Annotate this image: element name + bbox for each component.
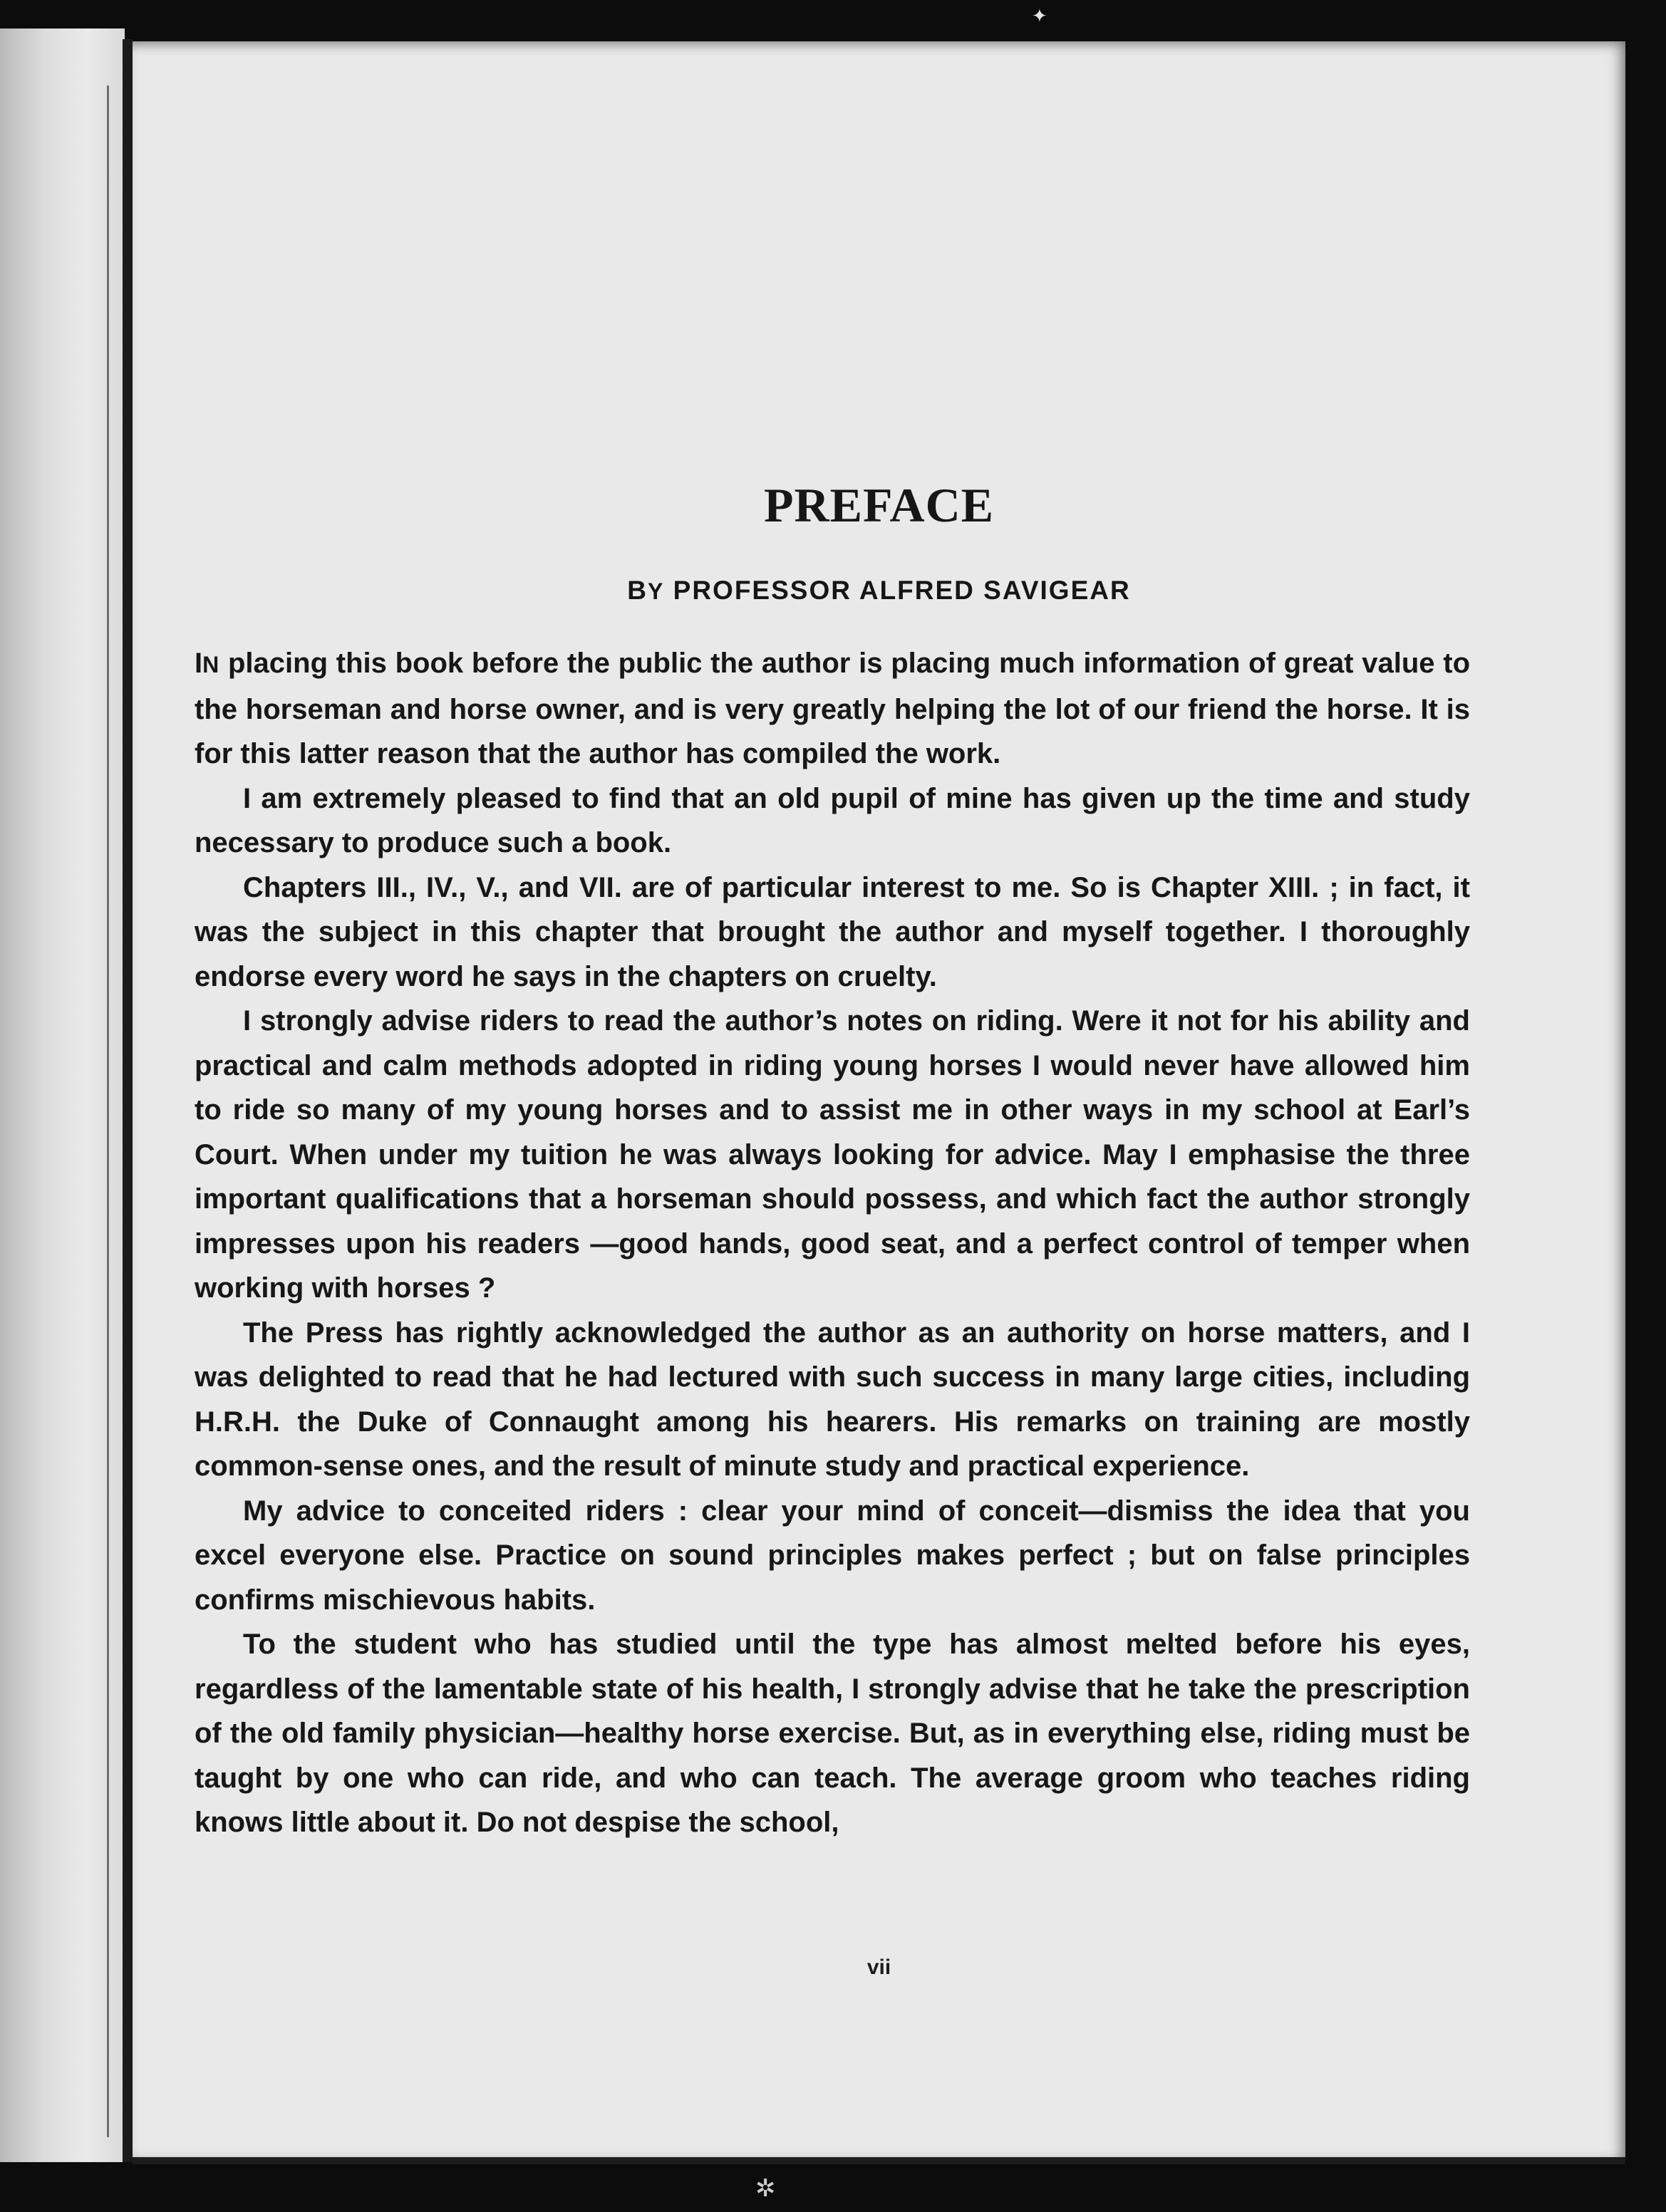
scan-speck-icon: ✦ [1032,6,1047,27]
paragraph: Chapters III., IV., V., and VII. are of particular interest to me. So is Chapter XIII. ; in fact, it was the subject in this chapter that brought the author and myself together. I thoroughly endorse every word he says in the chapters on cruelty. [195,871,1470,992]
lead-small-caps: N [202,652,220,677]
paragraph: I am extremely pleased to find that an old pupil of mine has given up the time and study necessary to produce such a book. [195,782,1470,858]
preface-body [195,641,1470,1845]
paragraph: I strongly advise riders to read the author’s notes on riding. Were it not for his ability and practical and calm methods adopted in riding young horses I would never have allowed him to ride so many of my young horses and to assist me in other ways in my school at Earl’s Court. When under my tuition he was always looking for advice. May I emphasise the three important qualifications that a horseman should possess, and which fact the author strongly impresses upon his readers —good hands, good seat, and a perfect control of temper when working with horses ? [195,1005,1470,1304]
paragraph: The Press has rightly acknowledged the author as an authority on horse matters, and I was delighted to read that he had lectured with such success in many large cities, including H.R.H. the Duke of Connaught among his hearers. His remarks on training are mostly common-sense ones, and the result of minute study and practical experience. [195,1317,1470,1482]
paragraph-text: placing this book before the public the author is placing much information of great value to the horseman and horse owner, and is very greatly helping the lot of our friend the horse. It is for this latter reason that the author has compiled the work. [195,648,1470,769]
byline [133,576,1625,606]
byline-author: PROFESSOR ALFRED SAVIGEAR [664,576,1131,605]
facing-page-edge [0,28,125,2162]
page-number: vii [866,1956,891,1979]
book-spine [123,39,133,2162]
page-title: PREFACE [763,478,995,532]
paragraph: My advice to conceited riders : clear your mind of conceit—dismiss the idea that you excel everyone else. Practice on sound principles makes perfect ; but on false principles confirms mischievous habits. [195,1495,1470,1616]
page-bottom-edge [133,2157,1625,2164]
byline-initial: B [627,576,648,605]
paragraph [195,641,1470,777]
facing-page-shadow [107,85,109,2137]
scan-speck-icon: ✲ [755,2174,776,2203]
byline-small-caps: Y [648,578,665,604]
lead-initial: I [195,648,203,679]
paragraph: To the student who has studied until the type has almost melted before his eyes, regardless of the lamentable state of his health, I strongly advise that he take the prescription of the old family physician—healthy horse exercise. But, as in everything else, riding must be taught by one who can ride, and who can teach. The average groom who teaches riding knows little about it. Do not despise the school, [195,1629,1470,1838]
